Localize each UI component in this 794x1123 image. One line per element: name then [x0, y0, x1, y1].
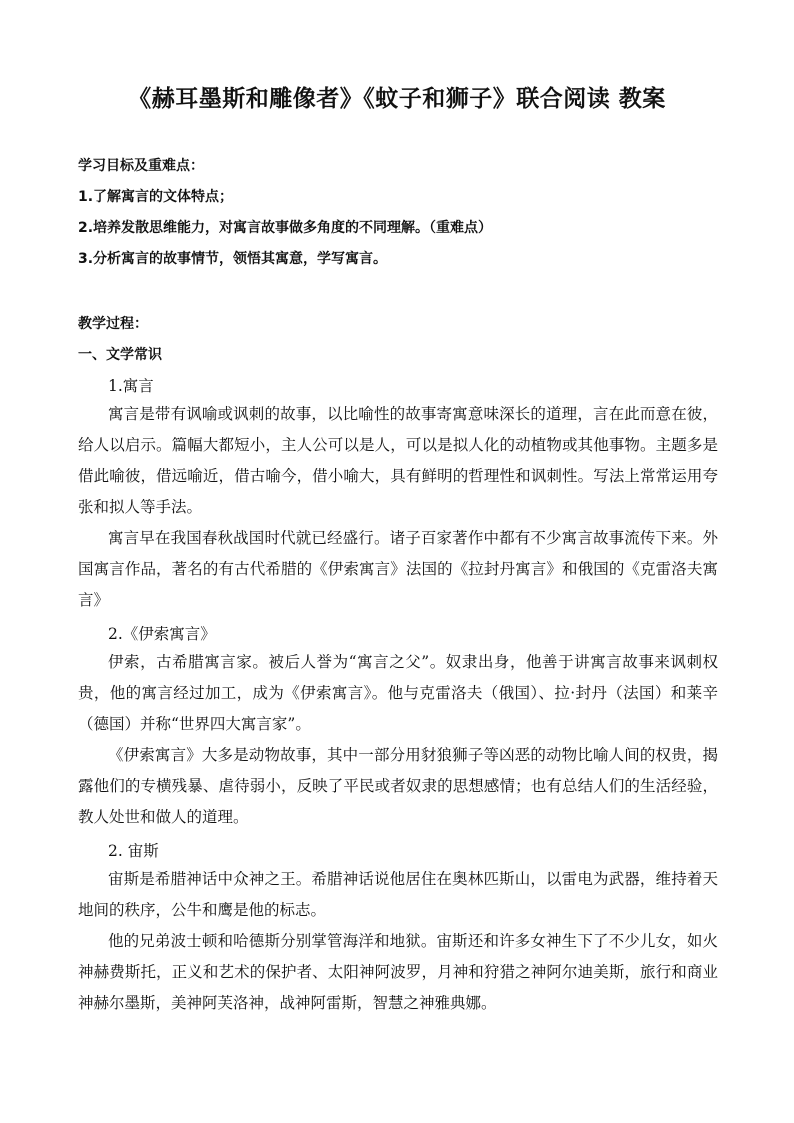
objective-item-3: 3.分析寓言的故事情节，领悟其寓意，学写寓言。 — [78, 251, 388, 267]
subheading-fable: 1.寓言 — [108, 377, 154, 395]
paragraph-fable-definition: 寓言是带有讽喻或讽刺的故事，以比喻性的故事寄寓意味深长的道理，言在此而意在彼，给人以启示。篇幅大都短小，主人公可以是人，可以是拟人化的动植物或其他事物。主题多是借此喻彼，借远喻近，借古喻今，借小喻大，具有鲜明的哲理性和讽刺性。写法上常常运用夸张和拟人等手法。 — [78, 405, 718, 516]
section-heading-literature: 一、文学常识 — [78, 347, 162, 363]
objective-item-1: 1.了解寓言的文体特点； — [78, 189, 234, 205]
paragraph-aesop-bio: 伊索，古希腊寓言家。被后人誉为“寓言之父”。奴隶出身，他善于讲寓言故事来讽刺权贵，他的寓言经过加工，成为《伊索寓言》。他与克雷洛夫（俄国）、拉·封丹（法国）和莱辛（德国）并称“世界四大寓言家”。 — [78, 653, 718, 733]
process-heading: 教学过程： — [78, 316, 148, 332]
paragraph-fable-history: 寓言早在我国春秋战国时代就已经盛行。诸子百家著作中都有不少寓言故事流传下来。外国寓言作品，著名的有古代希腊的《伊索寓言》法国的《拉封丹寓言》和俄国的《克雷洛夫寓言》 — [78, 529, 718, 609]
objectives-heading: 学习目标及重难点： — [78, 158, 204, 174]
subheading-zeus: 2. 宙斯 — [108, 842, 159, 860]
paragraph-zeus-family: 他的兄弟波士顿和哈德斯分别掌管海洋和地狱。宙斯还和许多女神生下了不少儿女，如火神赫费斯托，正义和艺术的保护者、太阳神阿波罗，月神和狩猎之神阿尔迪美斯，旅行和商业神赫尔墨斯，美神阿芙洛神，战神阿雷斯，智慧之神雅典娜。 — [78, 932, 718, 1012]
paragraph-zeus: 宙斯是希腊神话中众神之王。希腊神话说他居住在奥林匹斯山，以雷电为武器，维持着天地间的秩序，公牛和鹰是他的标志。 — [78, 870, 718, 919]
paragraph-aesop-content: 《伊索寓言》大多是动物故事，其中一部分用豺狼狮子等凶恶的动物比喻人间的权贵，揭露他们的专横残暴、虐待弱小，反映了平民或者奴隶的思想感情；也有总结人们的生活经验，教人处世和做人的道理。 — [78, 746, 718, 826]
document-title: 《赫耳墨斯和雕像者》《蚊子和狮子》联合阅读 教案 — [128, 85, 666, 112]
subheading-aesop: 2.《伊索寓言》 — [108, 625, 216, 643]
objective-item-2: 2.培养发散思维能力，对寓言故事做多角度的不同理解。（重难点） — [78, 220, 493, 236]
